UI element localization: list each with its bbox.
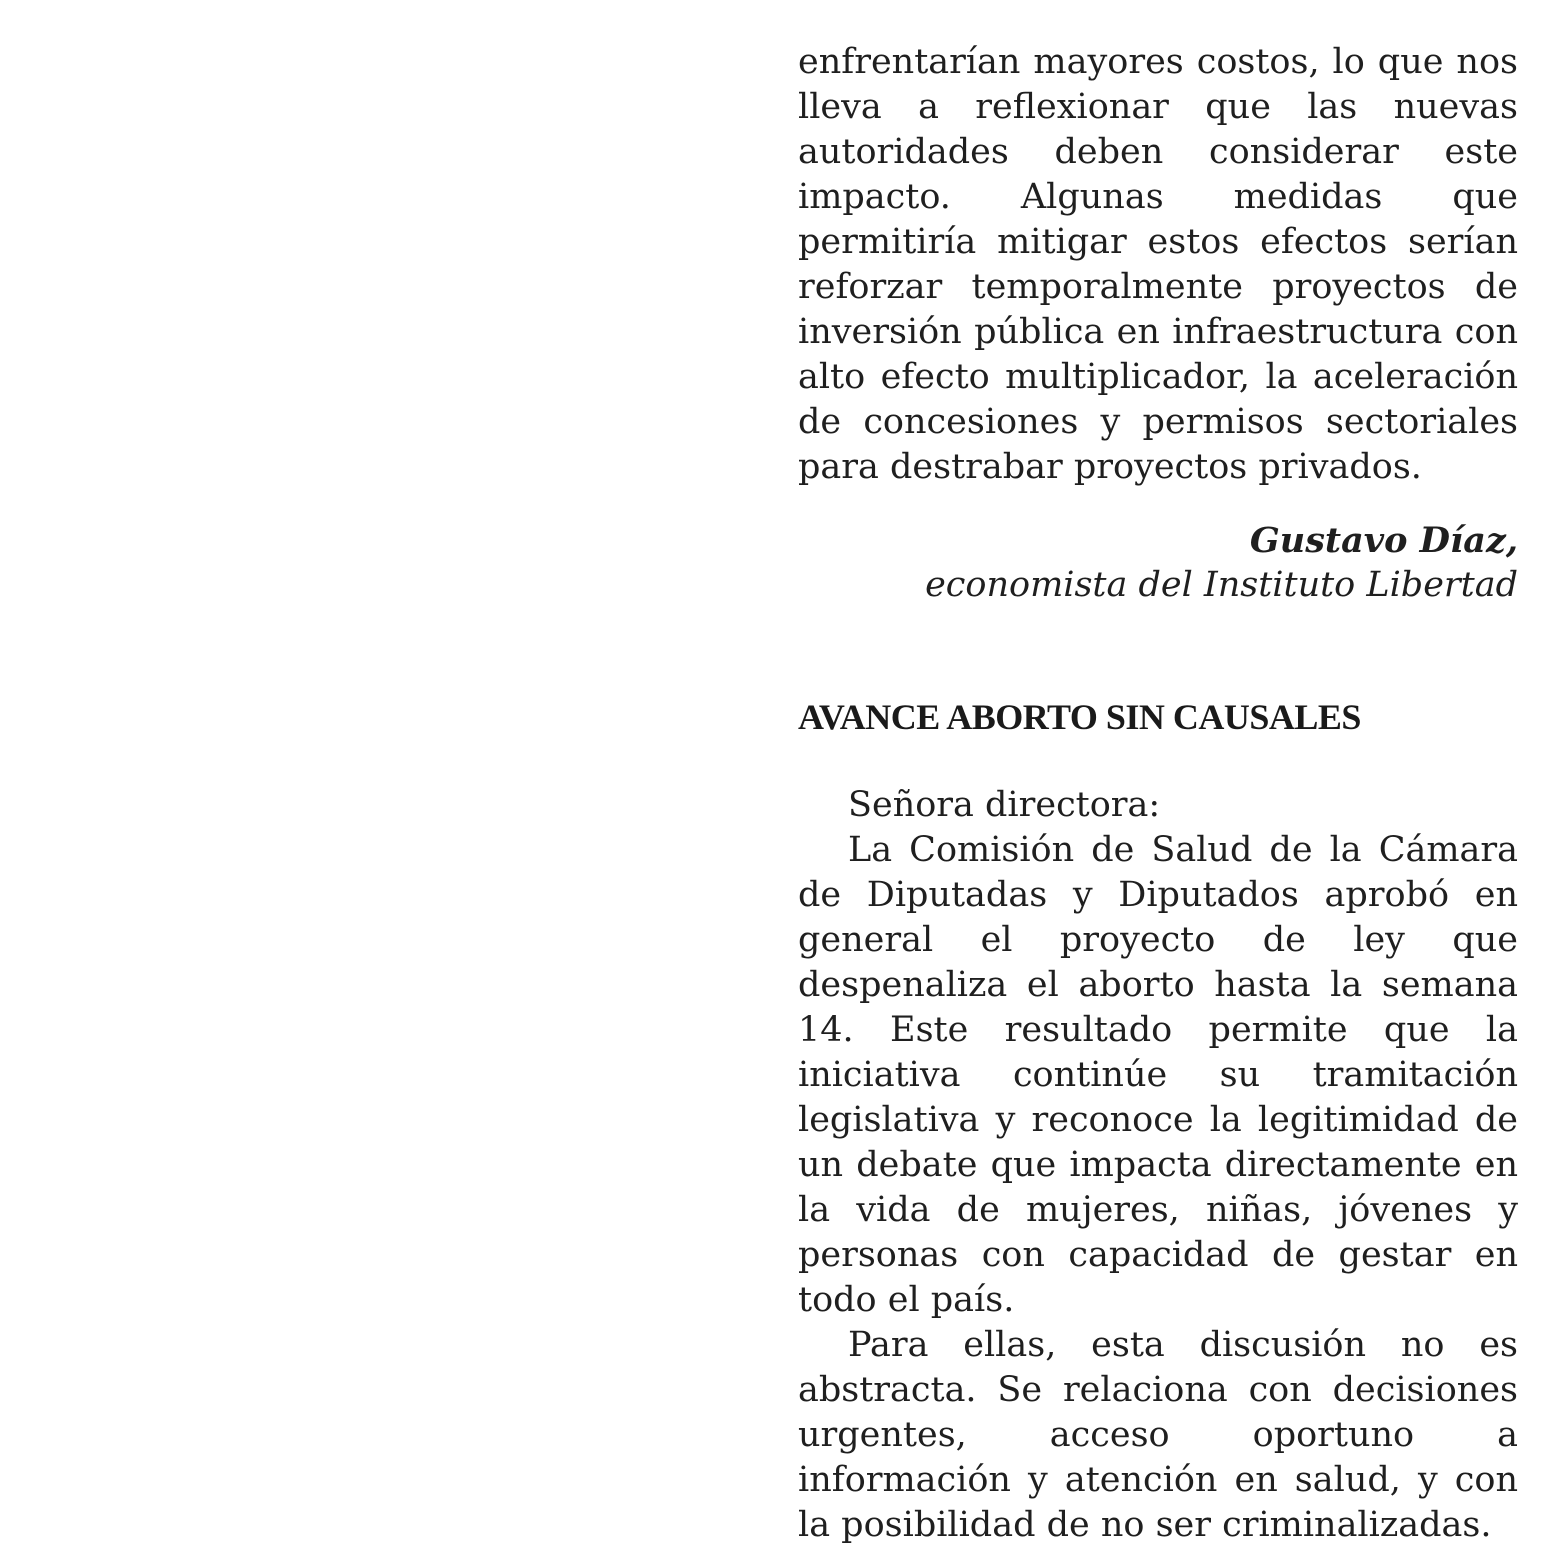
- letter-body: [798, 783, 1518, 1548]
- letter-heading: AVANCE ABORTO SIN CAUSALES: [798, 697, 1361, 737]
- letter-paragraph-1: La Comisión de Salud de la Cámara de Diputadas y Diputados aprobó en general el proyecto de ley que despenaliza el aborto hasta la semana 14. Este resultado permite que la iniciativa continúe su tramitación legislativa y reconoce la legitimidad de un debate que impacta directamente en la vida de mujeres, niñas, jóvenes y personas con capacidad de gestar en todo el país.: [798, 830, 1518, 1320]
- letter-salutation: Señora directora:: [848, 785, 1161, 825]
- signature-role: economista del Instituto Libertad: [925, 565, 1518, 605]
- signature-name: Gustavo Díaz,: [1249, 520, 1518, 561]
- previous-letter-signature: [798, 519, 1518, 607]
- previous-letter-closing-paragraph: enfrentarían mayores costos, lo que nos lleva a reflexionar que las nuevas autoridades deben considerar este impacto. Algunas medidas que permitiría mitigar estos efectos serían reforzar temporalmente proyectos de inversión pública en infraestructura con alto efecto multiplicador, la aceleración de concesiones y permisos sectoriales para destrabar proyectos privados.: [798, 42, 1518, 487]
- letter-paragraph-2: Para ellas, esta discusión no es abstracta. Se relaciona con decisiones urgentes, acceso oportuno a información y atención en salud, y con la posibilidad de no ser criminalizadas.: [798, 1325, 1518, 1545]
- letters-column: [798, 40, 1518, 1548]
